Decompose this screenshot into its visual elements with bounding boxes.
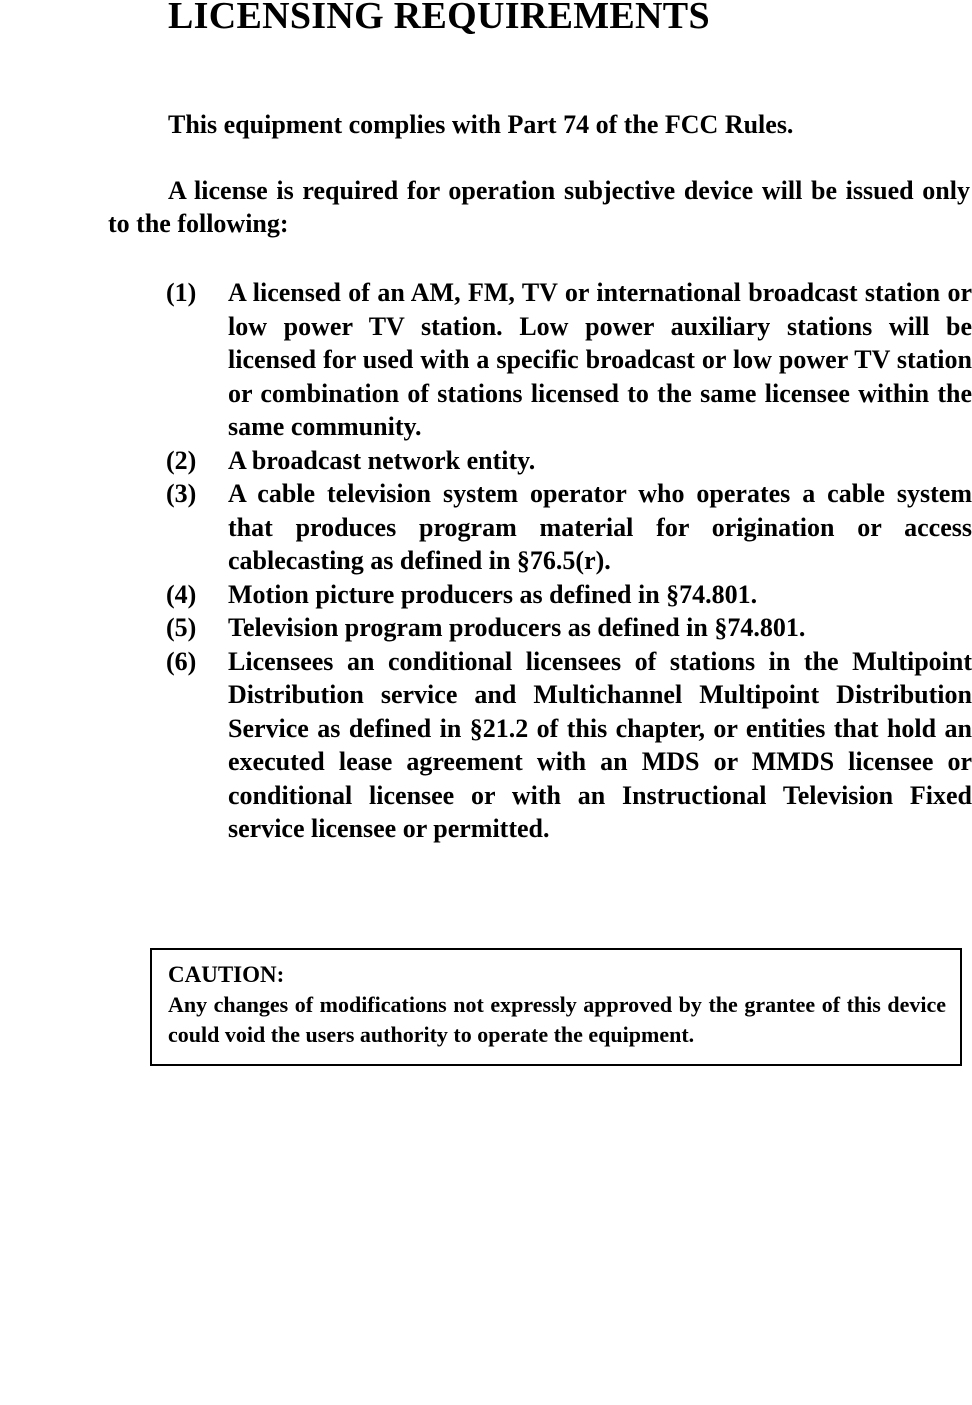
license-requirement-statement: A license is required for operation subjective device will be issued only to the following: xyxy=(108,176,970,238)
list-item xyxy=(166,611,972,645)
list-item xyxy=(166,578,972,612)
list-item-text: A broadcast network entity. xyxy=(228,445,536,475)
caution-text: Any changes of modifications not expressly approved by the grantee of this device could void the users authority to operate the equipment. xyxy=(168,992,946,1047)
list-item-text: Licensees an conditional licensees of stations in the Multipoint Distribution service and Multichannel Multipoint Distribution Service as defined in §21.2 of this chapter, or entities that hold an executed lease agreement with an MDS or MMDS licensee or conditional licensee or with an Instructional Television Fixed service licensee or permitted. xyxy=(228,646,972,843)
fcc-compliance-statement: This equipment complies with Part 74 of the FCC Rules. xyxy=(168,110,794,139)
list-item xyxy=(166,477,972,578)
list-item xyxy=(166,444,972,478)
caution-box xyxy=(150,948,962,1066)
list-item-text: A cable television system operator who operates a cable system that produces program material for origination or access cablecasting as defined in §76.5(r). xyxy=(228,479,972,575)
caution-title: CAUTION: xyxy=(168,962,285,987)
list-item-number: (2) xyxy=(166,445,197,475)
list-item-text: Motion picture producers as defined in §74.801. xyxy=(228,579,758,609)
list-item-number: (5) xyxy=(166,613,197,642)
list-item-text: Television program producers as defined in §74.801. xyxy=(228,613,806,642)
list-item-number: (6) xyxy=(166,646,197,676)
list-item-number: (3) xyxy=(166,479,197,508)
page-title: LICENSING REQUIREMENTS xyxy=(168,0,710,37)
list-item-text: A licensed of an AM, FM, TV or international broadcast station or low power TV station. Low power auxiliary stations will be licensed for used with a specific broadcast or low power TV station or combination of stations licensed to the same licensee within the same community. xyxy=(228,278,972,441)
list-item xyxy=(166,276,972,444)
list-item xyxy=(166,645,972,846)
list-item-number: (1) xyxy=(166,278,197,307)
eligible-licensees-list xyxy=(166,276,972,846)
list-item-number: (4) xyxy=(166,579,197,609)
